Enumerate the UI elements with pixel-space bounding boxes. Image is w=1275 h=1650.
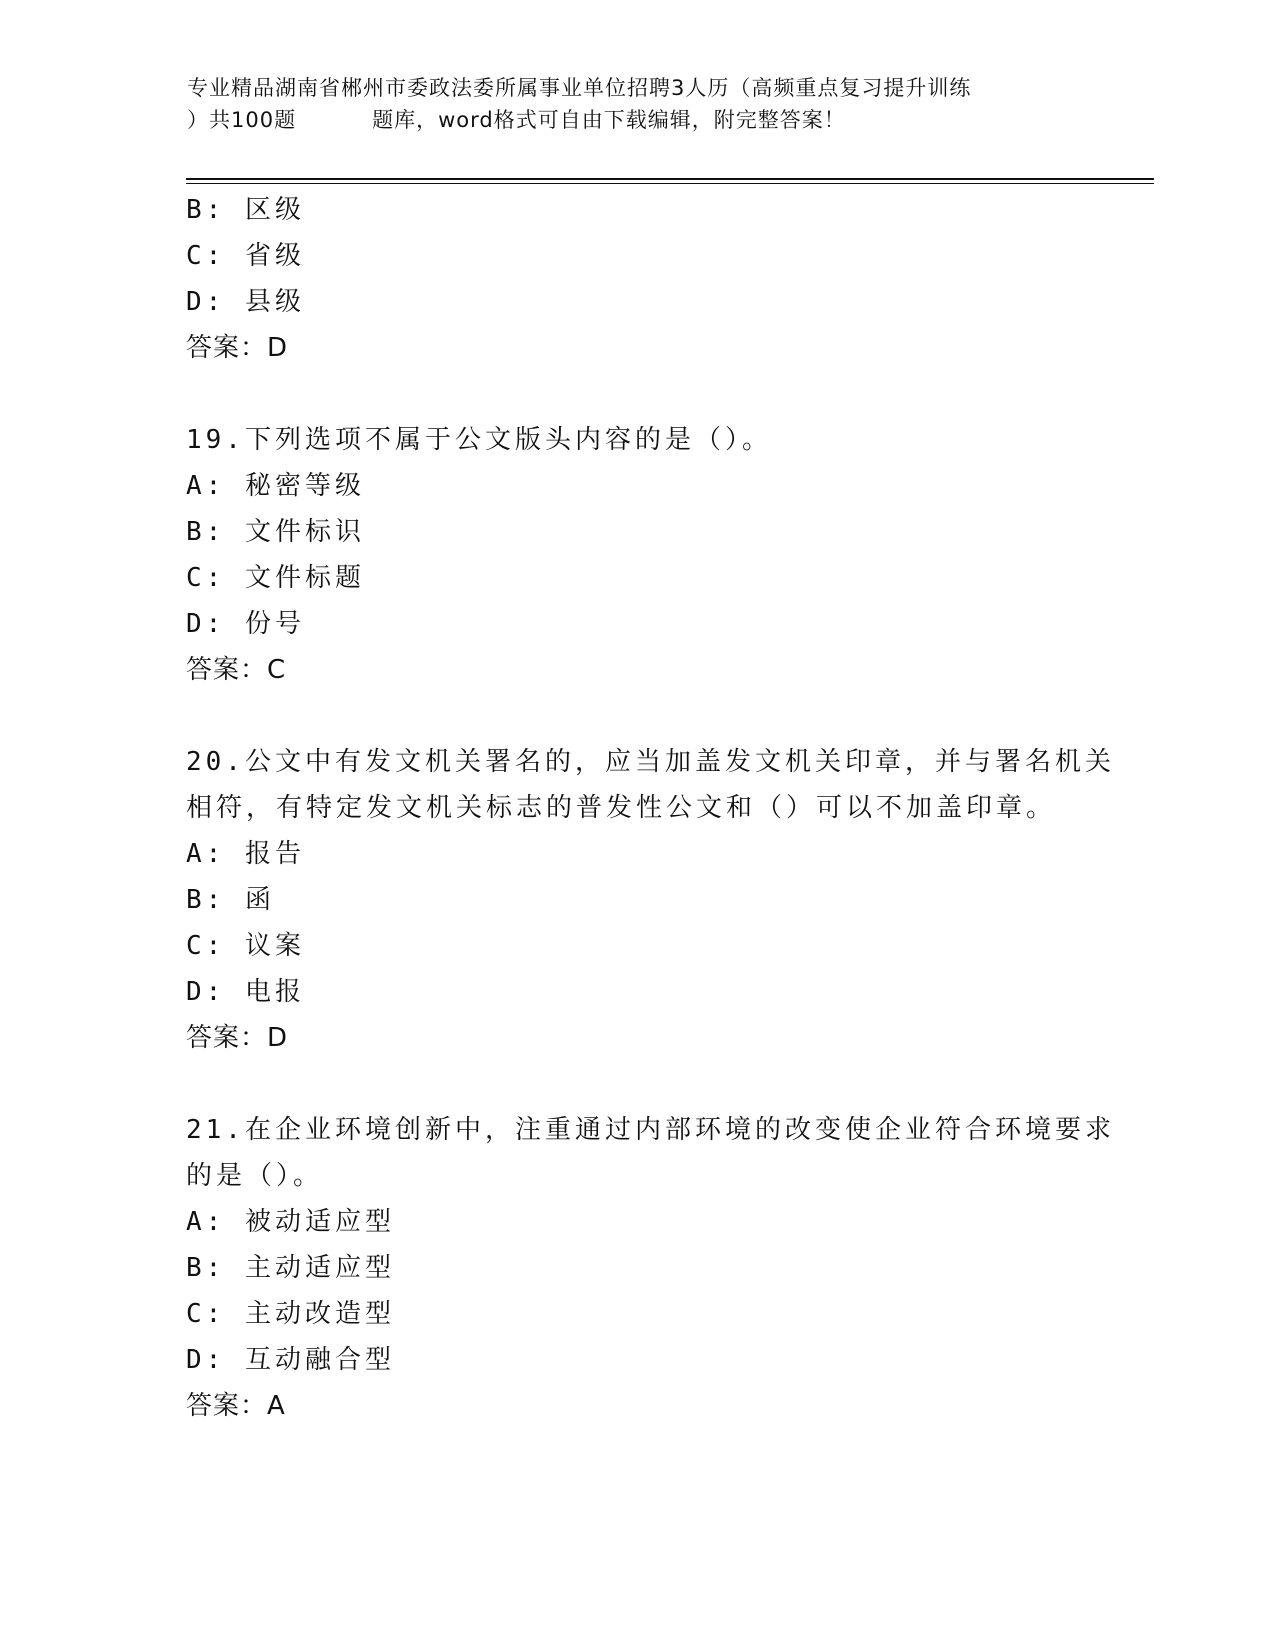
question-text-line-1: 20.公文中有发文机关署名的，应当加盖发文机关印章，并与署名机关 [186,747,1115,777]
header-divider-thin [186,183,1154,184]
option-b: B: 主动适应型 [186,1253,395,1283]
option-d: D: 电报 [186,977,305,1007]
header-title-line-1: 专业精品湖南省郴州市委政法委所属事业单位招聘3人历（高频重点复习提升训练 [187,76,972,100]
header-title-line-2-left: ）共100题 [187,108,297,132]
answer-label: 答案：C [186,655,287,685]
question-19 [186,417,1106,693]
option-c: C: 省级 [186,241,305,271]
option-d: D: 县级 [186,287,305,317]
option-b: B: 函 [186,885,275,915]
question-18-continued [186,187,1106,371]
option-a: A: 秘密等级 [186,471,365,501]
question-20 [186,739,1115,1061]
option-d: D: 互动融合型 [186,1345,395,1375]
header-title-line-2-right: 题库，word格式可自由下载编辑，附完整答案！ [372,108,846,132]
question-text: 19.下列选项不属于公文版头内容的是（）。 [186,425,772,455]
header-divider-thick [186,178,1154,180]
option-b: B: 文件标识 [186,517,365,547]
option-b: B: 区级 [186,195,305,225]
header-title-line-2 [187,104,1087,136]
question-text-line-2: 相符，有特定发文机关标志的普发性公文和（）可以不加盖印章。 [186,793,1057,823]
question-text-line-2: 的是（）。 [186,1161,324,1191]
option-a: A: 报告 [186,839,305,869]
option-c: C: 文件标题 [186,563,365,593]
option-d: D: 份号 [186,609,305,639]
page-header [187,72,1087,136]
question-text-line-1: 21.在企业环境创新中，注重通过内部环境的改变使企业符合环境要求 [186,1115,1115,1145]
option-c: C: 议案 [186,931,305,961]
answer-label: 答案：D [186,333,289,363]
question-21 [186,1107,1115,1429]
option-a: A: 被动适应型 [186,1207,395,1237]
answer-label: 答案：D [186,1023,289,1053]
question-content [186,187,1115,1429]
option-c: C: 主动改造型 [186,1299,395,1329]
answer-label: 答案：A [186,1391,286,1421]
